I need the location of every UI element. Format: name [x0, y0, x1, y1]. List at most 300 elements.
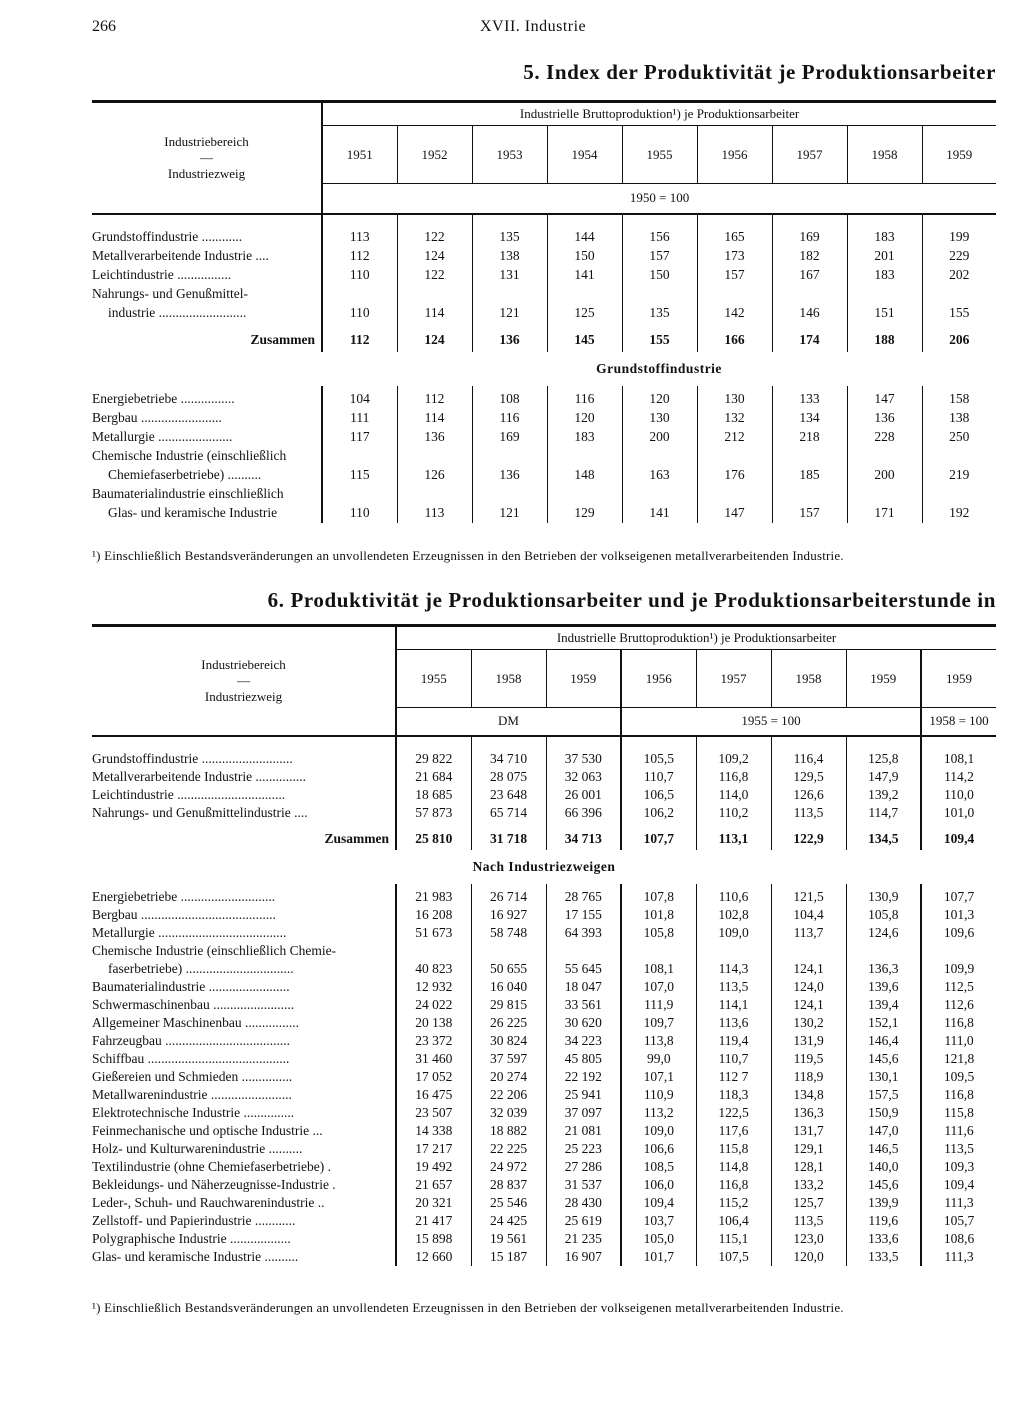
table-cell: 115,8 [696, 1140, 771, 1158]
table-row [92, 266, 996, 285]
table-cell: 22 192 [546, 1068, 621, 1086]
table-cell: 22 225 [471, 1140, 546, 1158]
table-cell: 19 561 [471, 1230, 546, 1248]
table-row [92, 1122, 996, 1140]
table-cell: 119,4 [696, 1032, 771, 1050]
row-label: Feinmechanische und optische Industrie ... [92, 1122, 323, 1138]
stub-header-line: Industriebereich [164, 133, 249, 149]
table-cell: 182 [772, 247, 847, 266]
table-cell: 114,7 [846, 804, 921, 822]
table-row [92, 804, 996, 822]
table-cell: 250 [922, 428, 996, 447]
row-label: Nahrungs- und Genußmittelindustrie .... [92, 804, 308, 820]
cell-spacer [547, 285, 622, 304]
year-header: 1952 [397, 126, 472, 184]
table-cell: 163 [622, 466, 697, 485]
table-cell: 114,1 [696, 996, 771, 1014]
total-cell: 134,5 [846, 828, 921, 850]
table-cell: 116,8 [921, 1086, 996, 1104]
total-cell: 174 [772, 329, 847, 352]
table-row [92, 428, 996, 447]
spacer-cell [472, 214, 547, 228]
table-cell: 117 [322, 428, 397, 447]
table-cell: 123,0 [771, 1230, 846, 1248]
table-cell: 146,5 [846, 1140, 921, 1158]
table-cell: 19 492 [396, 1158, 471, 1176]
table-cell: 112 [322, 247, 397, 266]
table-cell: 133,2 [771, 1176, 846, 1194]
table-cell: 29 822 [396, 750, 471, 768]
row-label: Polygraphische Industrie .................. [92, 1230, 291, 1246]
row-label: Energiebetriebe ................ [92, 391, 235, 406]
table-cell: 130,9 [846, 888, 921, 906]
table-cell: 108,6 [921, 1230, 996, 1248]
section-heading: Grundstoffindustrie [596, 360, 722, 376]
table-cell: 24 425 [471, 1212, 546, 1230]
table-cell: 113,8 [621, 1032, 696, 1050]
table-cell: 109,7 [621, 1014, 696, 1032]
table-cell: 110,6 [696, 888, 771, 906]
table-row [92, 750, 996, 768]
year-header: 1957 [696, 650, 771, 708]
cell-spacer [772, 285, 847, 304]
cell-spacer [847, 285, 922, 304]
table-cell: 115,2 [696, 1194, 771, 1212]
table-cell: 106,2 [621, 804, 696, 822]
spacer-cell [846, 736, 921, 750]
table-cell: 15 898 [396, 1230, 471, 1248]
table-cell: 34 223 [546, 1032, 621, 1050]
table-cell: 212 [697, 428, 772, 447]
table-cell: 152,1 [846, 1014, 921, 1032]
table-cell: 200 [847, 466, 922, 485]
table-cell: 129 [547, 504, 622, 523]
cell-spacer [922, 485, 996, 504]
table-cell: 113,5 [771, 804, 846, 822]
table-cell: 228 [847, 428, 922, 447]
table-cell: 139,4 [846, 996, 921, 1014]
cell-spacer [847, 485, 922, 504]
table-cell: 108,5 [621, 1158, 696, 1176]
table-row [92, 1068, 996, 1086]
table-cell: 112,5 [921, 978, 996, 996]
year-header: 1957 [772, 126, 847, 184]
table-cell: 22 206 [471, 1086, 546, 1104]
cell-spacer [772, 485, 847, 504]
table-cell: 111,3 [921, 1194, 996, 1212]
table-cell: 120 [547, 409, 622, 428]
table-cell: 99,0 [621, 1050, 696, 1068]
table-cell: 26 225 [471, 1014, 546, 1032]
table-cell: 146,4 [846, 1032, 921, 1050]
stub-header-dash: — [237, 672, 250, 688]
table-cell: 134 [772, 409, 847, 428]
table-cell: 136 [397, 428, 472, 447]
table-cell: 17 155 [546, 906, 621, 924]
table-cell: 120 [622, 390, 697, 409]
cell-spacer [921, 942, 996, 960]
table-cell: 109,0 [621, 1122, 696, 1140]
row-label: Gießereien und Schmieden ............... [92, 1068, 293, 1084]
total-cell: 166 [697, 329, 772, 352]
table-cell: 151 [847, 304, 922, 323]
table-cell: 14 338 [396, 1122, 471, 1140]
table-cell: 101,0 [921, 804, 996, 822]
row-label: Baumaterialindustrie ........................ [92, 978, 290, 994]
table-cell: 108,1 [921, 750, 996, 768]
table-cell: 125,7 [771, 1194, 846, 1212]
table-cell: 18 685 [396, 786, 471, 804]
table-cell: 110,0 [921, 786, 996, 804]
table-row-label-line [92, 447, 996, 466]
table-cell: 138 [922, 409, 996, 428]
table-cell: 114,8 [696, 1158, 771, 1176]
table-cell: 37 597 [471, 1050, 546, 1068]
table-cell: 171 [847, 504, 922, 523]
table-cell: 33 561 [546, 996, 621, 1014]
table-cell: 57 873 [396, 804, 471, 822]
page-number: 266 [92, 18, 116, 35]
table-row [92, 1140, 996, 1158]
table-cell: 134,8 [771, 1086, 846, 1104]
spacer-cell [772, 214, 847, 228]
table-cell: 30 824 [471, 1032, 546, 1050]
table-cell: 136 [847, 409, 922, 428]
table5-stub-header [92, 102, 322, 214]
table-cell: 55 645 [546, 960, 621, 978]
table-cell: 125 [547, 304, 622, 323]
table-cell: 24 022 [396, 996, 471, 1014]
row-label: Metallwarenindustrie ........................ [92, 1086, 292, 1102]
total-label: Zusammen [324, 830, 389, 846]
row-label: Fahrzeugbau ..................................... [92, 1032, 290, 1048]
table-cell: 106,5 [621, 786, 696, 804]
table-cell: 157 [697, 266, 772, 285]
table6 [92, 624, 996, 1266]
table-cell: 158 [922, 390, 996, 409]
table-cell: 28 765 [546, 888, 621, 906]
table-cell: 122 [397, 228, 472, 247]
table-cell: 25 546 [471, 1194, 546, 1212]
table-cell: 155 [922, 304, 996, 323]
table-cell: 147 [847, 390, 922, 409]
table-row [92, 978, 996, 996]
table-cell: 122,5 [696, 1104, 771, 1122]
table-cell: 58 748 [471, 924, 546, 942]
table-cell: 136,3 [846, 960, 921, 978]
spacer-cell [397, 214, 472, 228]
row-label: Baumaterialindustrie einschließlich [92, 486, 284, 501]
cell-spacer [847, 447, 922, 466]
table-cell: 130,2 [771, 1014, 846, 1032]
total-cell: 206 [922, 329, 996, 352]
table-cell: 129,5 [771, 768, 846, 786]
table-cell: 157 [772, 504, 847, 523]
row-label: Grundstoffindustrie ........................... [92, 750, 293, 766]
cell-spacer [547, 447, 622, 466]
spacer-cell [92, 214, 322, 228]
table-cell: 135 [472, 228, 547, 247]
table-cell: 106,6 [621, 1140, 696, 1158]
row-label: industrie .......................... [108, 305, 247, 320]
cell-spacer [697, 485, 772, 504]
row-label: Glas- und keramische Industrie .......... [92, 1248, 299, 1264]
row-label: Textilindustrie (ohne Chemiefaserbetriebe) . [92, 1158, 331, 1174]
table-cell: 110,9 [621, 1086, 696, 1104]
row-label: Zellstoff- und Papierindustrie ............ [92, 1212, 296, 1228]
table-cell: 156 [622, 228, 697, 247]
cell-spacer [472, 285, 547, 304]
table-cell: 25 223 [546, 1140, 621, 1158]
table-cell: 109,4 [921, 1176, 996, 1194]
table-cell: 106,4 [696, 1212, 771, 1230]
table-cell: 130 [622, 409, 697, 428]
stub-header-line: Industriebereich [201, 656, 286, 672]
row-label: Elektrotechnische Industrie ............... [92, 1104, 295, 1120]
table-row [92, 504, 996, 523]
table-cell: 110,7 [621, 768, 696, 786]
table-row [92, 906, 996, 924]
table-cell: 16 907 [546, 1248, 621, 1266]
table-cell: 24 972 [471, 1158, 546, 1176]
table-cell: 133,5 [846, 1248, 921, 1266]
table-cell: 113,5 [921, 1140, 996, 1158]
table-cell: 114 [397, 409, 472, 428]
year-header: 1959 [846, 650, 921, 708]
table-cell: 21 235 [546, 1230, 621, 1248]
table-cell: 112,6 [921, 996, 996, 1014]
table-cell: 110 [322, 266, 397, 285]
total-row [92, 329, 996, 352]
cell-spacer [622, 447, 697, 466]
table-cell: 147 [697, 504, 772, 523]
spacer-cell [771, 736, 846, 750]
table-row [92, 228, 996, 247]
total-cell: 155 [622, 329, 697, 352]
table-cell: 109,2 [696, 750, 771, 768]
table-cell: 112 [397, 390, 472, 409]
section-row [92, 352, 996, 386]
total-cell: 136 [472, 329, 547, 352]
table-cell: 199 [922, 228, 996, 247]
cell-spacer [621, 942, 696, 960]
page-header [92, 18, 996, 44]
table-cell: 114,3 [696, 960, 771, 978]
section-row [92, 850, 996, 884]
table-row [92, 888, 996, 906]
table-row [92, 466, 996, 485]
year-header: 1954 [547, 126, 622, 184]
table-cell: 28 837 [471, 1176, 546, 1194]
table-cell: 173 [697, 247, 772, 266]
table-cell: 147,0 [846, 1122, 921, 1140]
table-cell: 29 815 [471, 996, 546, 1014]
stub-header-line: Industriezweig [204, 688, 283, 704]
table-cell: 12 660 [396, 1248, 471, 1266]
table-cell: 120,0 [771, 1248, 846, 1266]
year-header: 1959 [546, 650, 621, 708]
cell-spacer [547, 485, 622, 504]
total-label: Zusammen [250, 332, 315, 347]
table-cell: 129,1 [771, 1140, 846, 1158]
table-cell: 18 882 [471, 1122, 546, 1140]
table-cell: 119,5 [771, 1050, 846, 1068]
row-label: Bergbau ........................ [92, 410, 222, 425]
table-cell: 65 714 [471, 804, 546, 822]
table-cell: 138 [472, 247, 547, 266]
table-cell: 113,2 [621, 1104, 696, 1122]
table-cell: 150,9 [846, 1104, 921, 1122]
table-cell: 16 927 [471, 906, 546, 924]
total-cell: 34 713 [546, 828, 621, 850]
table-cell: 113 [397, 504, 472, 523]
total-cell: 107,7 [621, 828, 696, 850]
table-cell: 111 [322, 409, 397, 428]
table-row [92, 1050, 996, 1068]
table5-spanner: Industrielle Bruttoproduktion¹) je Produktionsarbeiter [322, 102, 996, 126]
table-cell: 101,8 [621, 906, 696, 924]
table6-footnote: ¹) Einschließlich Bestandsveränderungen an unvollendeten Erzeugnissen in den Betrieben der volkseigenen metallverarbeitenden Industrie. [92, 1300, 844, 1315]
cell-spacer [472, 485, 547, 504]
running-head: XVII. Industrie [480, 18, 587, 35]
table-cell: 229 [922, 247, 996, 266]
total-cell: 145 [547, 329, 622, 352]
spacer-cell [921, 736, 996, 750]
total-cell: 113,1 [696, 828, 771, 850]
table-cell: 147,9 [846, 768, 921, 786]
table-cell: 107,8 [621, 888, 696, 906]
total-cell: 25 810 [396, 828, 471, 850]
table5-title: 5. Index der Produktivität je Produktionsarbeiter [523, 60, 996, 84]
table-cell: 107,7 [921, 888, 996, 906]
table-cell: 124,1 [771, 960, 846, 978]
table-cell: 121 [472, 304, 547, 323]
table-cell: 105,5 [621, 750, 696, 768]
table-cell: 20 321 [396, 1194, 471, 1212]
table-cell: 126 [397, 466, 472, 485]
table-cell: 126,6 [771, 786, 846, 804]
table-cell: 102,8 [696, 906, 771, 924]
table-cell: 192 [922, 504, 996, 523]
table-cell: 40 823 [396, 960, 471, 978]
table-cell: 139,9 [846, 1194, 921, 1212]
row-label: Nahrungs- und Genußmittel- [92, 286, 248, 301]
table-cell: 111,6 [921, 1122, 996, 1140]
spacer-cell [396, 736, 471, 750]
table-cell: 136,3 [771, 1104, 846, 1122]
cell-spacer [622, 285, 697, 304]
table-cell: 37 097 [546, 1104, 621, 1122]
table-cell: 136 [472, 466, 547, 485]
cell-spacer [471, 942, 546, 960]
cell-spacer [696, 942, 771, 960]
stub-header-line: Industriezweig [167, 165, 246, 181]
table-cell: 116,4 [771, 750, 846, 768]
cell-spacer [322, 285, 397, 304]
table-cell: 128,1 [771, 1158, 846, 1176]
table-cell: 31 460 [396, 1050, 471, 1068]
row-label: Metallverarbeitende Industrie ............... [92, 768, 307, 784]
table-row [92, 996, 996, 1014]
table-cell: 113,6 [696, 1014, 771, 1032]
table-row [92, 1212, 996, 1230]
year-header: 1956 [621, 650, 696, 708]
spacer-row [92, 214, 996, 228]
table-cell: 108,1 [621, 960, 696, 978]
table-cell: 145,6 [846, 1050, 921, 1068]
table-cell: 16 475 [396, 1086, 471, 1104]
table-cell: 201 [847, 247, 922, 266]
table-cell: 105,7 [921, 1212, 996, 1230]
table-cell: 104,4 [771, 906, 846, 924]
year-header: 1955 [396, 650, 471, 708]
table-row [92, 786, 996, 804]
table-row [92, 1104, 996, 1122]
table-cell: 115 [322, 466, 397, 485]
table-cell: 185 [772, 466, 847, 485]
table-cell: 131 [472, 266, 547, 285]
table-cell: 131,9 [771, 1032, 846, 1050]
table-cell: 101,3 [921, 906, 996, 924]
table-cell: 183 [547, 428, 622, 447]
cell-spacer [772, 447, 847, 466]
total-cell: 31 718 [471, 828, 546, 850]
table-cell: 116,8 [696, 1176, 771, 1194]
table-cell: 113,7 [771, 924, 846, 942]
table-cell: 12 932 [396, 978, 471, 996]
table-cell: 104 [322, 390, 397, 409]
table-row [92, 1230, 996, 1248]
table-cell: 25 619 [546, 1212, 621, 1230]
row-label: Leichtindustrie ................ [92, 267, 232, 282]
total-cell: 109,4 [921, 828, 996, 850]
table-row [92, 1158, 996, 1176]
table-cell: 150 [547, 247, 622, 266]
table-cell: 21 657 [396, 1176, 471, 1194]
cell-spacer [322, 485, 397, 504]
cell-spacer [922, 447, 996, 466]
table-cell: 116 [547, 390, 622, 409]
spacer-cell [696, 736, 771, 750]
table-cell: 114 [397, 304, 472, 323]
table-cell: 165 [697, 228, 772, 247]
table-row [92, 1086, 996, 1104]
cell-spacer [922, 285, 996, 304]
table-cell: 118,9 [771, 1068, 846, 1086]
table-row [92, 1014, 996, 1032]
table-cell: 132 [697, 409, 772, 428]
table6-spanner: Industrielle Bruttoproduktion¹) je Produktionsarbeiter [396, 626, 996, 650]
table-cell: 121,5 [771, 888, 846, 906]
table-cell: 26 001 [546, 786, 621, 804]
table-cell: 64 393 [546, 924, 621, 942]
stub-header-dash: — [200, 149, 213, 165]
table-cell: 130,1 [846, 1068, 921, 1086]
table-cell: 17 217 [396, 1140, 471, 1158]
table-cell: 133 [772, 390, 847, 409]
row-label: Grundstoffindustrie ............ [92, 229, 243, 244]
table-cell: 148 [547, 466, 622, 485]
table-row [92, 1176, 996, 1194]
table-cell: 115,8 [921, 1104, 996, 1122]
cell-spacer [396, 942, 471, 960]
spacer-cell [322, 214, 397, 228]
row-label: Energiebetriebe ............................ [92, 888, 276, 904]
table-row [92, 960, 996, 978]
table-cell: 124,1 [771, 996, 846, 1014]
table-cell: 131,7 [771, 1122, 846, 1140]
total-cell: 124 [397, 329, 472, 352]
